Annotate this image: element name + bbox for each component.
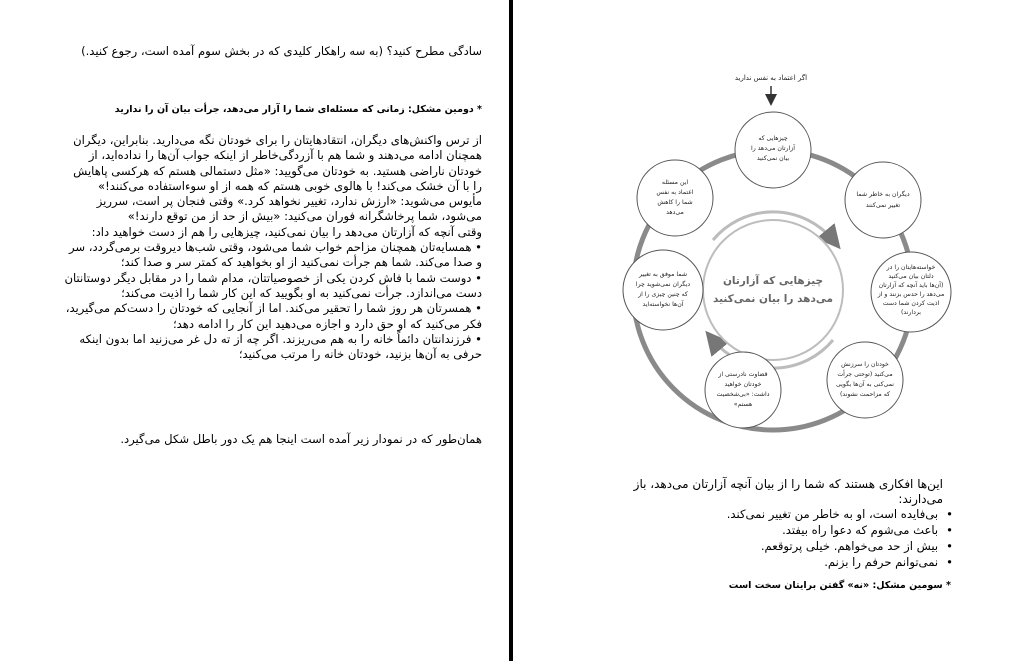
second-problem-heading: * دومین مشکل: زمانی که مسئله‌ای شما را آزار می‌دهد، جرأت بیان آن را ندارید <box>114 104 482 115</box>
node-text: شما موفق به تغییر <box>638 271 688 278</box>
node-text: اذیت کردن شما دست <box>882 300 940 307</box>
node-text: خودتان خواهید <box>724 381 762 388</box>
node-text: خودتان را سرزنش <box>841 361 889 368</box>
node-text: تغییر نمی‌کنند <box>865 202 901 209</box>
node-others-dont-change <box>845 162 921 238</box>
node-text: می‌کنید (توحتی جرأت <box>837 371 893 378</box>
node-text: (آن‌ها باید آنچه که آزارتان <box>878 282 944 289</box>
node-text: آن‌ها نخواسته‌اید <box>642 301 684 308</box>
node-text: آزارتان می‌دهد را <box>751 145 795 152</box>
node-text: دلتان بیان می‌کنید <box>888 273 934 280</box>
list-item: • دوست شما با فاش کردن یکی از خصوصیاتتان، مدام شما را در مقابل دیگر دوستانتان دست می‌اندازد. جرأت نمی‌کنید به او بگویید که این کار شما را اذیت می‌کند؛ <box>64 270 482 300</box>
list-item: • بی‌فایده است، او به خاطر من تغییر نمی‌کند. <box>643 506 953 522</box>
list-item: • فرزندانتان دائماً خانه را به هم می‌ریزند. اگر چه از ته دل غر می‌زنید اما بدون اینکه حرفی به آن‌ها بزنید، خودتان خانه را مرتب می‌کنید؛ <box>79 331 482 362</box>
vicious-circle-diagram <box>593 70 953 455</box>
node-text: اعتماد به نفس <box>656 189 694 196</box>
node-text: که چنین چیزی را از <box>638 291 688 298</box>
node-wishes-in-heart <box>871 252 951 332</box>
node-text: قضاوت نادرستی از <box>718 371 768 378</box>
node-blame-yourself <box>827 342 903 418</box>
left-page <box>0 0 509 661</box>
center-title-line-1: چیزهایی که آزارتان <box>722 275 824 287</box>
center-circle <box>703 220 843 360</box>
intro-paragraph: سادگی مطرح کنید؟ (به سه راهکار کلیدی که در بخش سوم آمده است، رجوع کنید.) <box>81 44 482 58</box>
list-item: • همسایه‌تان همچنان مزاحم خواب شما می‌شود، وقتی شب‌ها دیروقت برمی‌گردد، سر و صدا می‌کند. شما هم جرأت نمی‌کنید از او بخواهید که کمتر سر و صدا کند؛ <box>68 240 482 270</box>
node-text: می‌دهد را حدس بزنند و از <box>877 291 945 298</box>
summary-paragraph: همان‌طور که در نمودار زیر آمده است اینجا هم یک دور باطل شکل می‌گیرد. <box>120 432 482 446</box>
node-text: داشت: «بی‌شخصیت <box>716 391 770 398</box>
node-text: نمی‌کنی به آن‌ها بگویی <box>836 381 894 388</box>
consequences-list <box>62 240 482 362</box>
node-unspoken <box>735 112 811 188</box>
main-paragraph: از ترس واکنش‌های دیگران، انتقادهایتان را برای خودتان نگه می‌دارید. بنابراین، دیگران همچنان ادامه می‌دهند و شما هم با آزردگی‌خاطر از اینکه جواب آن‌ها را نداده‌اید، از خودتان ناراضی هستید. به خودتان می‌گویید: «مثل دستمالی هستم که هرکسی پاهایش را با آن خشک می‌کند! با هالوی خوبی هستم که همه از او سوءاستفاده می‌کنند!» مأیوس می‌شوید: «ارزش ندارد، تغییر نخواهد کرد.» وقتی فنجان پر است، سرریز می‌شود، شما پرخاشگرانه فوران می‌کنید: «بیش از حد از من توقع دارند!» <box>73 133 482 224</box>
node-text: این مسئله <box>661 179 689 186</box>
main-text-block <box>62 133 482 362</box>
thoughts-intro-paragraph: این‌ها افکاری هستند که شما را از بیان آنچه آزارتان می‌دهد، باز می‌دارند: <box>633 477 943 507</box>
diagram-top-label: اگر اعتماد به نفس ندارید <box>734 74 808 82</box>
node-text: بیان نمی‌کنید <box>756 155 790 162</box>
node-text: می‌دهد <box>666 209 684 216</box>
node-text: دیگران نمی‌شوید چرا <box>635 281 691 288</box>
third-problem-heading: * سومین مشکل: «نه» گفتن برایتان سخت است <box>728 580 951 591</box>
node-text: چیزهایی که <box>758 135 788 142</box>
center-title-line-2: می‌دهد را بیان نمی‌کنید <box>713 293 833 305</box>
list-item: • نمی‌توانم حرفم را بزنم. <box>643 554 953 570</box>
list-item: • بیش از حد می‌خواهم. خیلی پرتوقعم. <box>643 538 953 554</box>
node-text: بردارند) <box>901 309 921 316</box>
node-wrong-judgment <box>705 352 781 428</box>
node-text: که مزاحمت نشوند) <box>840 391 890 398</box>
right-page <box>513 0 1024 661</box>
thoughts-list <box>643 506 953 570</box>
lead-in-paragraph: وقتی آنچه که آزارتان می‌دهد را بیان نمی‌کنید، چیزهایی را هم از دست خواهید داد: <box>91 224 482 239</box>
list-item: • باعث می‌شوم که دعوا راه بیفتد. <box>643 522 953 538</box>
node-text: هستم» <box>733 401 753 408</box>
node-text: خواسته‌هایتان را در <box>886 264 936 271</box>
node-text: دیگران به خاطر شما <box>856 191 910 198</box>
list-item: • همسرتان هر روز شما را تحقیر می‌کند. اما از آنجایی که خودتان را دست‌کم می‌گیرید، فکر می‌کنید که او حق دارد و اجازه می‌دهید این کار را ادامه دهد؛ <box>65 301 482 331</box>
node-fail-to-change-others <box>623 250 703 330</box>
node-lowers-confidence <box>637 160 713 236</box>
node-text: شما را کاهش <box>657 199 693 206</box>
